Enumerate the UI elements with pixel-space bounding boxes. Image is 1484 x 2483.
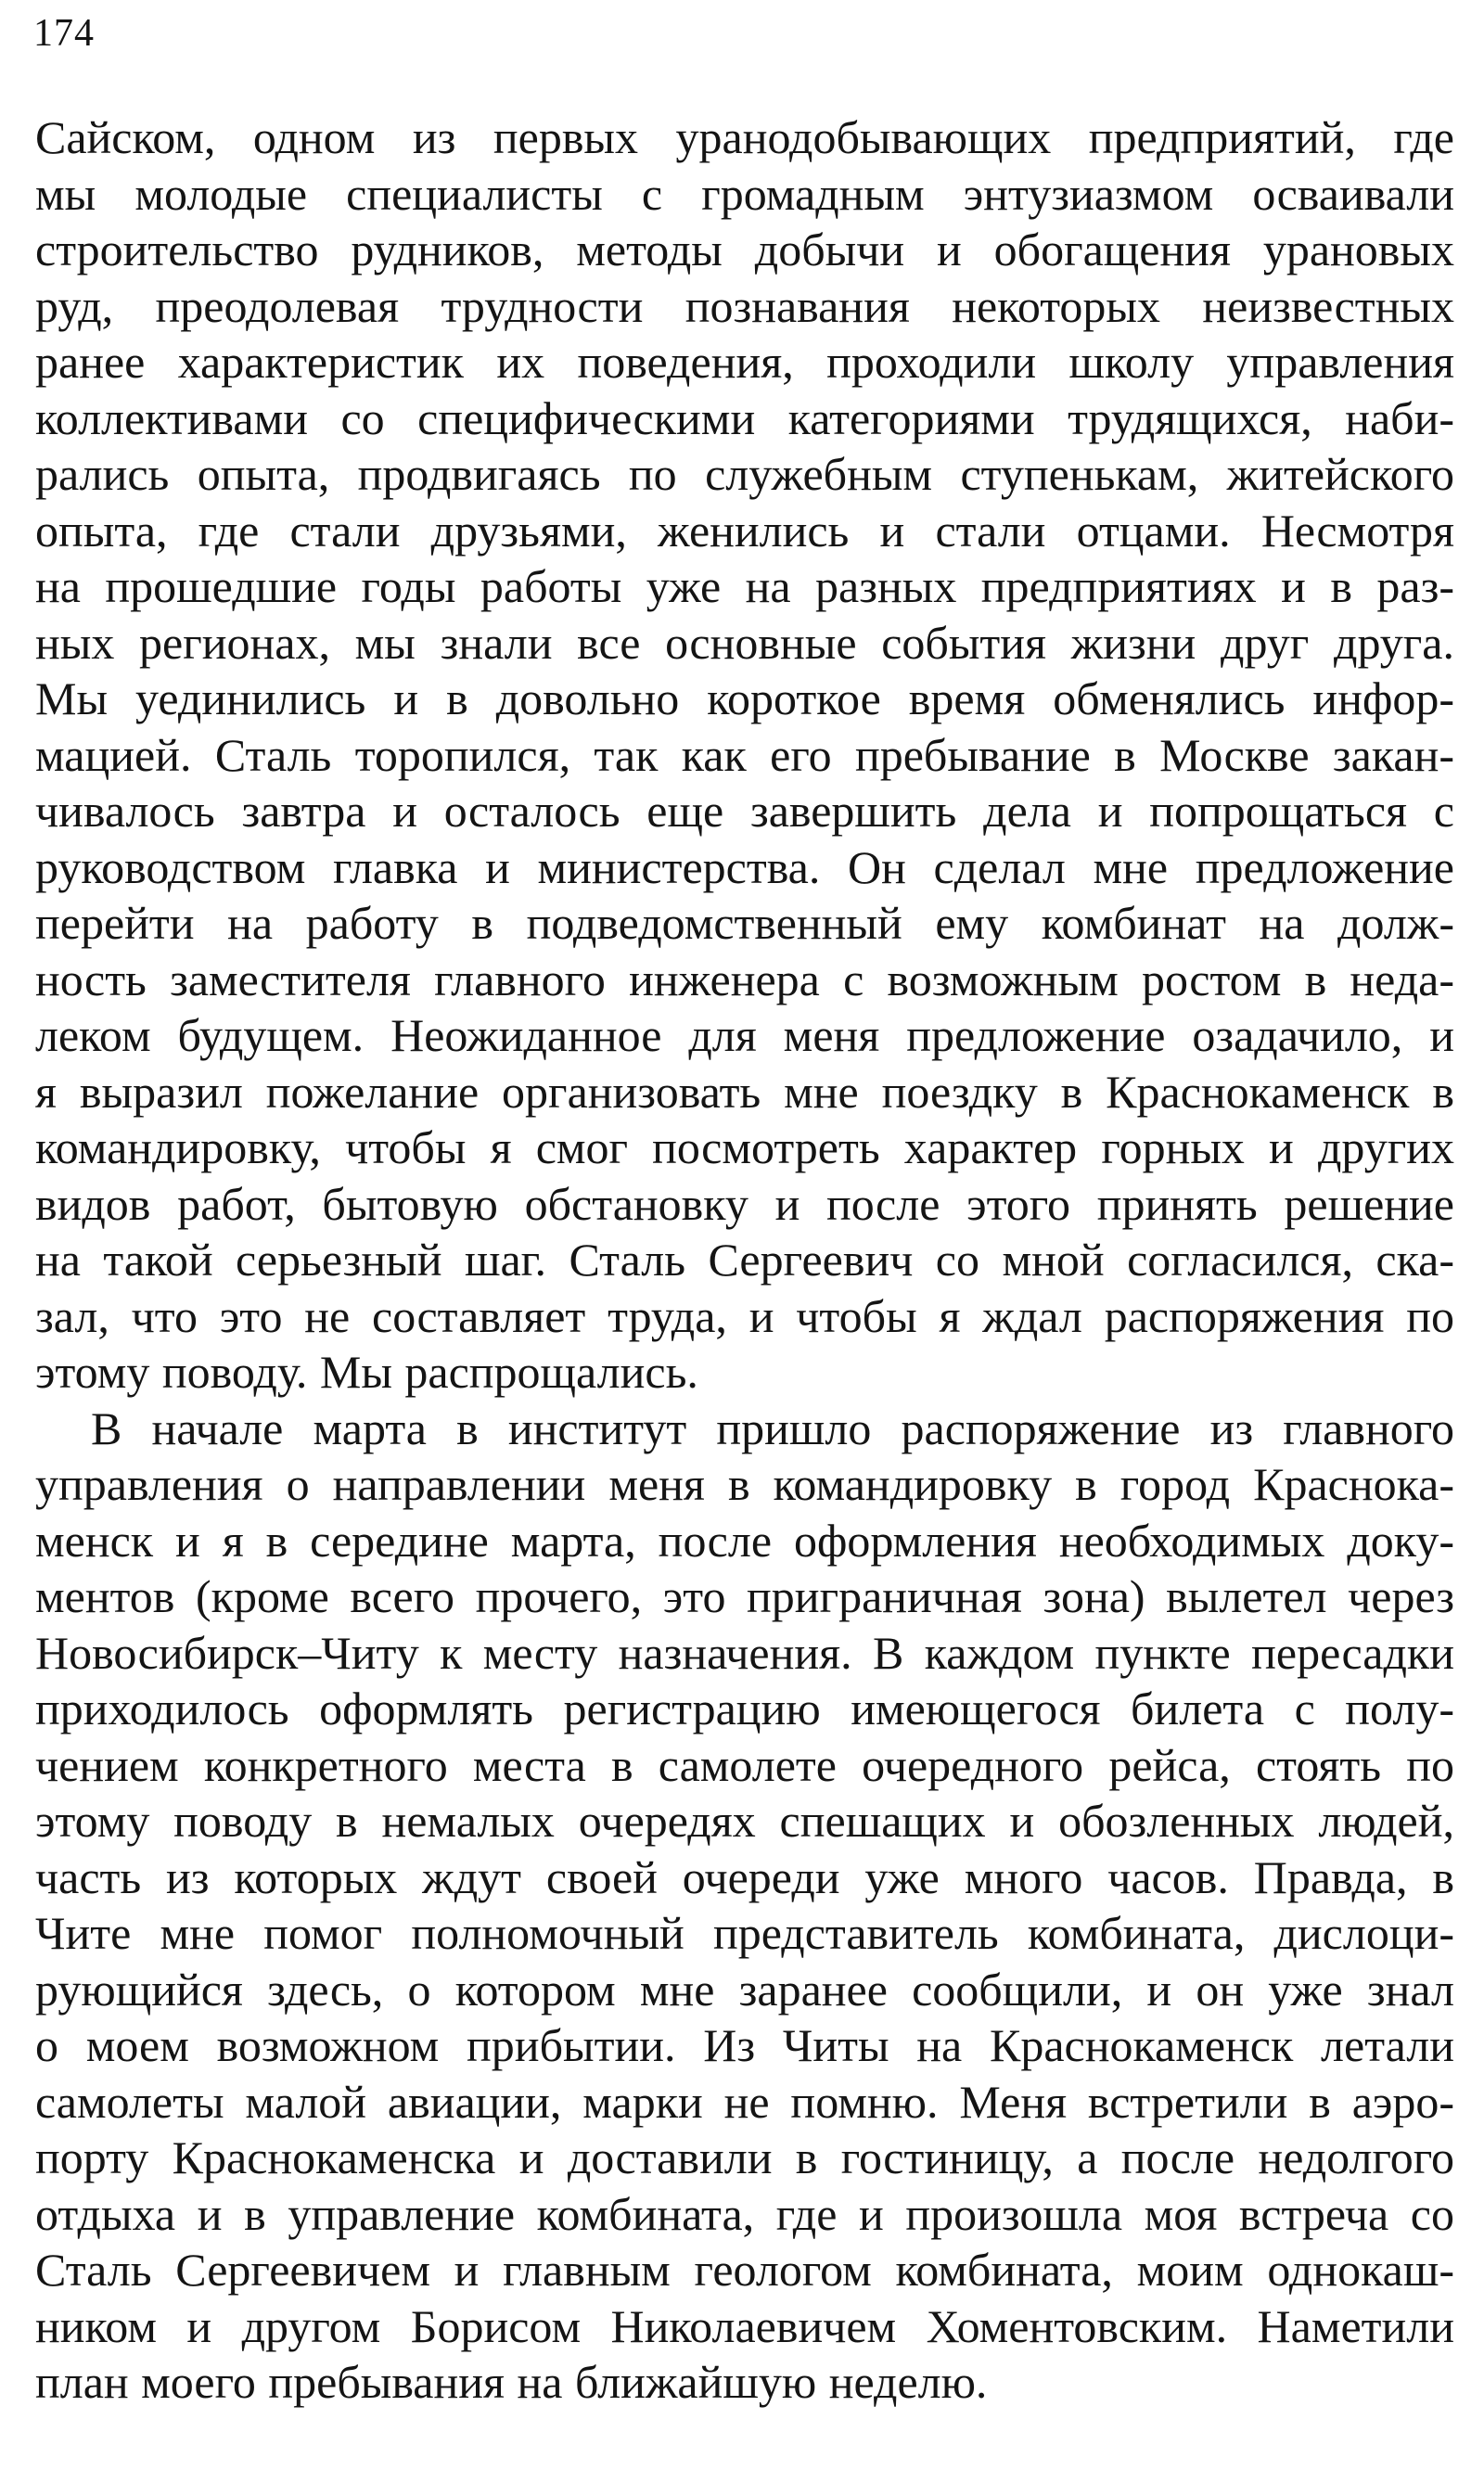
text-line: на такой серьезный шаг. Сталь Сергеевич со мной согласился, ска- bbox=[35, 1234, 1454, 1286]
text-line: чивалось завтра и осталось еще завершить дела и попрощаться с bbox=[35, 785, 1454, 837]
text-line: Новосибирск–Читу к месту назначения. В каждом пункте пересадки bbox=[35, 1626, 1454, 1679]
text-line: опыта, где стали друзьями, женились и стали отцами. Несмотря bbox=[35, 504, 1454, 557]
text-line: я выразил пожелание организовать мне поездку в Краснокаменск в bbox=[35, 1065, 1454, 1118]
text-line: рующийся здесь, о котором мне заранее сообщили, и он уже знал bbox=[35, 1963, 1454, 2016]
text-line: ментов (кроме всего прочего, это приграничная зона) вылетел через bbox=[35, 1570, 1454, 1622]
text-line: Сталь Сергеевичем и главным геологом комбината, моим однокаш- bbox=[35, 2244, 1454, 2296]
text-line: видов работ, бытовую обстановку и после этого принять решение bbox=[35, 1177, 1454, 1230]
text-line: часть из которых ждут своей очереди уже много часов. Правда, в bbox=[35, 1850, 1454, 1903]
text-line: этому поводу в немалых очередях спешащих и обозленных людей, bbox=[35, 1795, 1454, 1847]
text-line: Сайском, одном из первых уранодобывающих предприятий, где bbox=[35, 111, 1454, 163]
text-line: порту Краснокаменска и доставили в гостиницу, а после недолгого bbox=[35, 2131, 1454, 2183]
text-line: перейти на работу в подведомственный ему комбинат на долж- bbox=[35, 897, 1454, 949]
body-text bbox=[35, 109, 1454, 2411]
text-line: менск и я в середине марта, после оформления необходимых доку- bbox=[35, 1514, 1454, 1567]
text-line: мы молодые специалисты с громадным энтузиазмом осваивали bbox=[35, 167, 1454, 220]
text-line: Мы уединились и в довольно короткое время обменялись инфор- bbox=[35, 672, 1454, 724]
text-line: Чите мне помог полномочный представитель комбината, дислоци- bbox=[35, 1907, 1454, 1959]
text-line: командировку, чтобы я смог посмотреть характер горных и других bbox=[35, 1121, 1454, 1173]
text-line: этому поводу. Мы распрощались. bbox=[35, 1346, 698, 1398]
text-line: приходилось оформлять регистрацию имеющегося билета с полу- bbox=[35, 1683, 1454, 1734]
text-line: ность заместителя главного инженера с возможным ростом в неда- bbox=[35, 953, 1454, 1005]
text-line: леком будущем. Неожиданное для меня предложение озадачило, и bbox=[35, 1009, 1454, 1061]
text-line: план моего пребывания на ближайшую неделю. bbox=[35, 2356, 988, 2408]
text-line: ранее характеристик их поведения, проходили школу управления bbox=[35, 336, 1454, 388]
text-line: о моем возможном прибытии. Из Читы на Краснокаменск летали bbox=[35, 2019, 1454, 2071]
text-line: мацией. Сталь торопился, так как его пребывание в Москве закан- bbox=[35, 728, 1454, 781]
text-line: руд, преодолевая трудности познавания некоторых неизвестных bbox=[35, 279, 1454, 332]
text-line: отдыха и в управление комбината, где и произошла моя встреча со bbox=[35, 2187, 1454, 2240]
text-line: ных регионах, мы знали все основные события жизни друг друга. bbox=[35, 616, 1454, 669]
text-line: управления о направлении меня в командировку в город Краснока- bbox=[35, 1458, 1454, 1510]
text-line: на прошедшие годы работы уже на разных предприятиях и в раз- bbox=[35, 560, 1454, 612]
text-line: зал, что это не составляет труда, и чтобы я ждал распоряжения по bbox=[35, 1289, 1454, 1342]
text-line: коллективами со специфическими категориями трудящихся, наби- bbox=[35, 391, 1454, 444]
paragraph-2 bbox=[35, 1401, 1454, 2411]
text-line: строительство рудников, методы добычи и обогащения урановых bbox=[35, 224, 1454, 275]
text-line: самолеты малой авиации, марки не помню. Меня встретили в аэро- bbox=[35, 2075, 1454, 2128]
paragraph-1 bbox=[35, 109, 1454, 1401]
text-line: руководством главка и министерства. Он сделал мне предложение bbox=[35, 840, 1454, 893]
text-line: ником и другом Борисом Николаевичем Хоментовским. Наметили bbox=[35, 2299, 1454, 2352]
text-line: В начале марта в институт пришло распоряжение из главного bbox=[91, 1401, 1454, 1454]
text-line: рались опыта, продвигаясь по служебным ступенькам, житейского bbox=[35, 448, 1454, 500]
page-number: 174 bbox=[33, 12, 95, 55]
text-line: чением конкретного места в самолете очередного рейса, стоять по bbox=[35, 1738, 1454, 1791]
